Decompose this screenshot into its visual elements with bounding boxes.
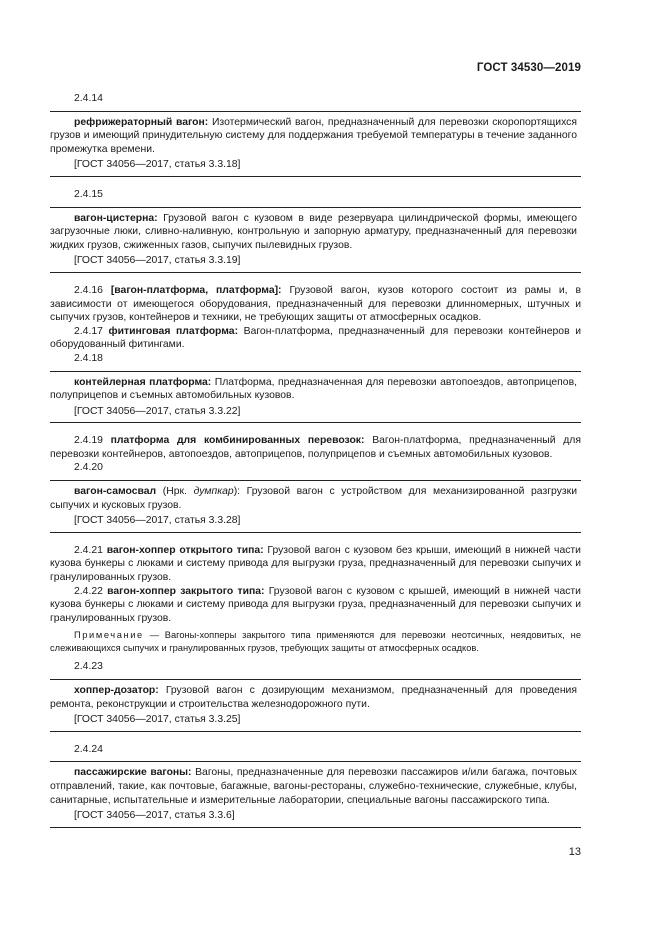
definition-text: Грузовой вагон с кузовом с крышей, имеющий в нижней части кузова бункеры с люками и систему привода для выгрузки груза, предназначенный для перевозки сыпучих и гранулированных грузов. [50,585,581,624]
term-name: контейлерная платформа: [74,376,212,388]
note-paragraph [50,629,581,654]
definition-text: Изотермический вагон, предназначенный для перевозки скоропортящихся грузов и имеющий принудительную систему для поддержания требуемой температуры в течение заданного промежутка времени. [50,116,577,155]
source-reference: [ГОСТ 34056—2017, статья 3.3.25] [74,714,241,726]
clause-number: 2.4.17 [74,325,103,337]
term-paragraph [50,325,581,352]
term-box [50,207,581,273]
term-name: вагон-хоппер закрытого типа: [107,585,265,597]
term-box [50,371,581,424]
term-definition [50,376,577,403]
document-body [50,92,581,839]
definition-text: Вагоны, предназначенные для перевозки пассажиров и/или багажа, почтовых отправлений, такие, как почтовые, багажные, вагоны-рестораны, служебно-технические, служебные, клубы, санитарные, испытательные и измерительные лаборатории, специальные вагоны пассажирского типа. [50,767,577,806]
note-label: Примечание [74,630,144,641]
term-definition [50,212,577,253]
term-paragraph [50,544,581,585]
term-box [50,480,581,533]
term-paragraph [50,585,581,626]
clause-number: 2.4.14 [74,93,103,104]
clause-number: 2.4.20 [74,462,103,474]
definition-text: Вагон-платформа, предназначенный для перевозки контейнеров, автопоездов, автоприцепов, полуприцепов и съемных автомобильных кузовов. [50,435,582,460]
clause-number: 2.4.19 [74,435,103,447]
term-box [50,111,581,177]
source-reference: [ГОСТ 34056—2017, статья 3.3.22] [74,405,241,417]
source-reference: [ГОСТ 34056—2017, статья 3.3.28] [74,515,241,527]
clause-number: 2.4.21 [74,544,103,556]
clause-number: 2.4.15 [74,188,103,200]
term-name: платформа для комбинированных перевозок: [110,435,365,447]
document-code-header: ГОСТ 34530—2019 [476,62,581,74]
term-name: пассажирские вагоны: [74,767,192,779]
term-paragraph [50,434,581,461]
definition-text: Грузовой вагон с дозирующим механизмом, предназначенный для проведения ремонта, реконструкции и строительства железнодорожного пути. [50,685,577,710]
note-text: — Вагоны-хопперы закрытого типа применяются для перевозки неотсичных, неядовитых, не слеживающихся сыпучих и гранулированных грузов, требующих защиты от атмосферных осадков. [50,630,581,653]
term-definition [50,766,577,807]
definition-text: Грузовой вагон с кузовом в виде резервуара цилиндрической формы, имеющего загрузочные люки, сливно-наливную, контрольную и запорную арматуру, предназначенный для перевозки жидких грузов, сжиженных газов, сыпучих пылевидных грузов. [50,212,577,251]
term-name: хоппер-дозатор: [74,685,159,696]
term-name: рефрижераторный вагон: [74,116,209,128]
clause-number: 2.4.22 [74,585,103,597]
term-definition [50,485,577,512]
clause-number: 2.4.16 [74,284,103,296]
term-name: фитинговая платформа: [108,325,239,337]
term-box [50,761,581,827]
definition-text: ): Грузовой вагон с устройством для механизированной разгрузки сыпучих и кусковых грузов. [50,486,577,511]
clause-number: 2.4.18 [74,352,103,364]
page-number: 13 [568,846,581,858]
term-name: вагон-хоппер открытого типа: [106,544,264,556]
term-definition [50,684,577,711]
source-reference: [ГОСТ 34056—2017, статья 3.3.18] [74,159,241,171]
definition-text: Вагон-платформа, предназначенный для перевозки контейнеров и оборудованный фитингами. [50,325,582,351]
term-definition [50,116,577,157]
term-box [50,679,581,732]
term-name: вагон-цистерна: [74,212,158,224]
source-reference: [ГОСТ 34056—2017, статья 3.3.6] [74,810,235,822]
definition-prefix: (Нрк. [156,486,194,498]
term-paragraph [50,284,581,325]
definition-text: Платформа, предназначенная для перевозки автопоездов, автоприцепов, полуприцепов и съемных автомобильных кузовов. [50,376,577,402]
source-reference: [ГОСТ 34056—2017, статья 3.3.19] [74,255,241,267]
term-name: [вагон-платформа, платформа]: [110,284,282,296]
definition-text: Грузовой вагон с кузовом без крыши, имеющий в нижней части кузова бункеры с люками и систему привода для выгрузки груза, предназначенный для перевозки сыпучих и гранулированных грузов. [50,544,581,584]
term-name: вагон-самосвал [74,486,157,498]
definition-text: Грузовой вагон, кузов которого состоит из рамы и, в зависимости от имеющегося оборудования, предназначенный для перевозки длинномерных, штучных и сыпучих грузов, контейнеров и техники, не требующих защиты от атмосферных осадков. [50,284,581,324]
clause-number: 2.4.23 [74,661,103,673]
deprecated-term: думпкар [193,486,234,498]
clause-number: 2.4.24 [74,743,103,755]
